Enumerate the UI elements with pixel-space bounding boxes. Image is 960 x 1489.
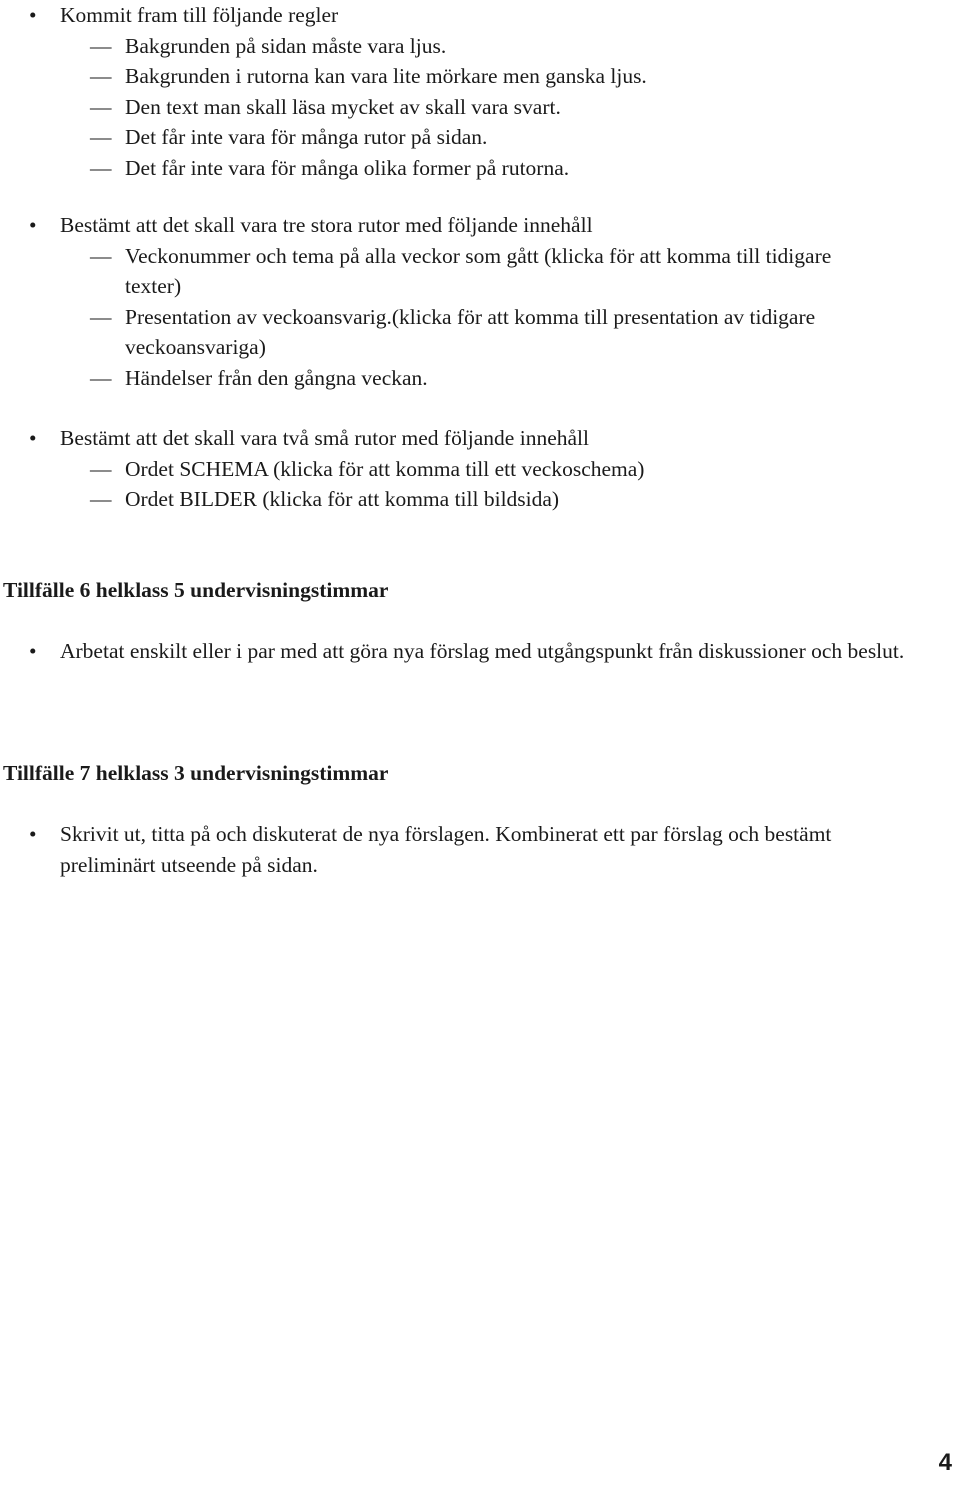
dash-item — [0, 454, 955, 485]
bullet-item-printed-proposals — [0, 819, 955, 880]
dash-item — [0, 31, 955, 62]
section-heading-tillfalle-6: Tillfälle 6 helklass 5 undervisningstimmar — [3, 578, 389, 602]
dash-item-text: Bakgrunden på sidan måste vara ljus. — [125, 33, 447, 58]
dash-mark: — — [90, 456, 112, 481]
bullet-item-new-proposals — [0, 636, 955, 667]
dash-item-text: Bakgrunden i rutorna kan vara lite mörkare men ganska ljus. — [125, 64, 647, 88]
dash-mark: — — [90, 155, 112, 180]
dash-item-text: Ordet SCHEMA (klicka för att komma till ett veckoschema) — [125, 456, 645, 481]
bullet-dot: • — [29, 426, 37, 450]
dash-mark: — — [90, 365, 112, 390]
dash-item — [0, 363, 955, 394]
dash-mark: — — [90, 125, 112, 149]
dash-item-text: Det får inte vara för många rutor på sidan. — [125, 125, 488, 149]
bullet-dot: • — [29, 3, 37, 27]
dash-item-text: Det får inte vara för många olika former på rutorna. — [125, 155, 570, 180]
bullet-item-large-boxes — [0, 210, 955, 393]
dash-item — [0, 153, 955, 184]
section-heading-tillfalle-7: Tillfälle 7 helklass 3 undervisningstimmar — [3, 761, 389, 785]
dash-item — [0, 61, 955, 92]
dash-item — [0, 92, 955, 123]
bullet-text: Bestämt att det skall vara tre stora rutor med följande innehåll — [60, 213, 593, 237]
bullet-dot: • — [29, 639, 37, 663]
bullet-text: Arbetat enskilt eller i par med att göra nya förslag med utgångspunkt från diskussioner och beslut. — [60, 639, 905, 663]
dash-item-text: Ordet BILDER (klicka för att komma till bildsida) — [125, 487, 560, 511]
dash-mark: — — [90, 243, 112, 268]
dash-mark: — — [90, 487, 112, 511]
bullet-dot: • — [29, 822, 37, 846]
dash-item — [0, 484, 955, 515]
dash-item-text: Den text man skall läsa mycket av skall vara svart. — [125, 94, 561, 119]
dash-mark: — — [90, 304, 112, 329]
dash-mark: — — [90, 94, 112, 119]
dash-mark: — — [90, 33, 112, 58]
bullet-item-small-boxes — [0, 423, 955, 515]
dash-item — [0, 241, 955, 302]
dash-item-text: Veckonummer och tema på alla veckor som gått (klicka för att komma till tidigare texter) — [125, 243, 832, 298]
bullet-text: Bestämt att det skall vara två små rutor med följande innehåll — [60, 426, 589, 450]
dash-item — [0, 302, 955, 363]
bullet-item-rules — [0, 0, 955, 183]
dash-item-text: Presentation av veckoansvarig.(klicka för att komma till presentation av tidigare veckoansvariga) — [125, 304, 816, 359]
dash-item — [0, 122, 955, 153]
bullet-text: Kommit fram till följande regler — [60, 3, 339, 27]
dash-mark: — — [90, 64, 112, 88]
page-number: 4 — [938, 1449, 952, 1476]
bullet-dot: • — [29, 213, 37, 237]
bullet-text: Skrivit ut, titta på och diskuterat de nya förslagen. Kombinerat ett par förslag och bestämt preliminärt utseende på sidan. — [60, 822, 832, 877]
dash-item-text: Händelser från den gångna veckan. — [125, 365, 428, 390]
